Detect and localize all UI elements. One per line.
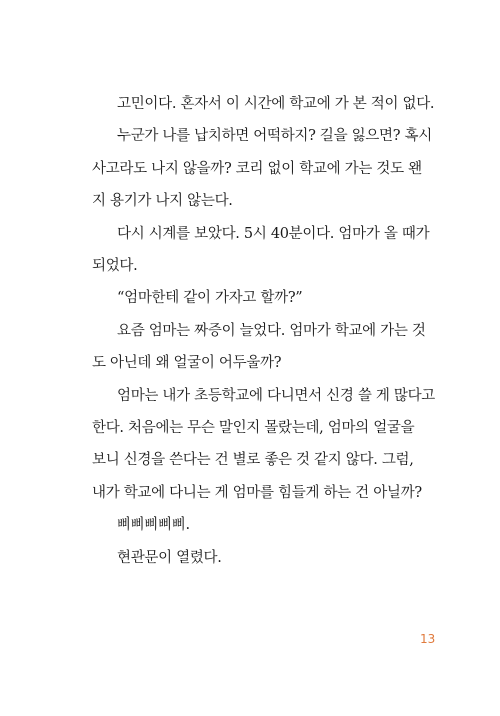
page-number: 13 xyxy=(420,632,436,646)
paragraph xyxy=(92,218,432,283)
body-text xyxy=(92,88,436,574)
text-line: 다시 시계를 보았다. 5시 40분이다. 엄마가 올 때가 xyxy=(117,225,430,242)
text-line: 지 용기가 나지 않는다. xyxy=(92,193,233,210)
paragraph xyxy=(92,380,436,510)
text-line: 엄마는 내가 초등학교에 다니면서 신경 쓸 게 많다고 xyxy=(117,387,436,404)
paragraph xyxy=(92,315,432,380)
text-line: 도 아닌데 왜 얼굴이 어두울까? xyxy=(92,355,282,372)
paragraph xyxy=(92,120,432,217)
text-line: 내가 학교에 다니는 게 엄마를 힘들게 하는 건 아닐까? xyxy=(92,484,422,501)
text-line: 누군가 나를 납치하면 어떡하지? 길을 잃으면? 혹시 xyxy=(117,128,432,145)
text-line: 현관문이 열렸다. xyxy=(117,549,222,566)
paragraph xyxy=(92,509,432,541)
paragraph xyxy=(92,282,432,314)
text-line: 삐삐삐삐삐. xyxy=(117,517,190,534)
paragraph xyxy=(92,542,432,574)
text-line: “엄마한테 같이 가자고 할까?” xyxy=(117,290,303,307)
paragraph xyxy=(92,88,435,120)
text-line: 보니 신경을 쓴다는 건 별로 좋은 것 같지 않다. 그럼, xyxy=(92,452,414,469)
text-line: 되었다. xyxy=(92,258,138,275)
text-line: 요즘 엄마는 짜증이 늘었다. 엄마가 학교에 가는 것 xyxy=(117,322,426,339)
text-line: 한다. 처음에는 무슨 말인지 몰랐는데, 엄마의 얼굴을 xyxy=(92,420,415,437)
text-line: 사고라도 나지 않을까? 코리 없이 학교에 가는 것도 왠 xyxy=(92,160,422,177)
text-line: 고민이다. 혼자서 이 시간에 학교에 가 본 적이 없다. xyxy=(117,96,435,112)
